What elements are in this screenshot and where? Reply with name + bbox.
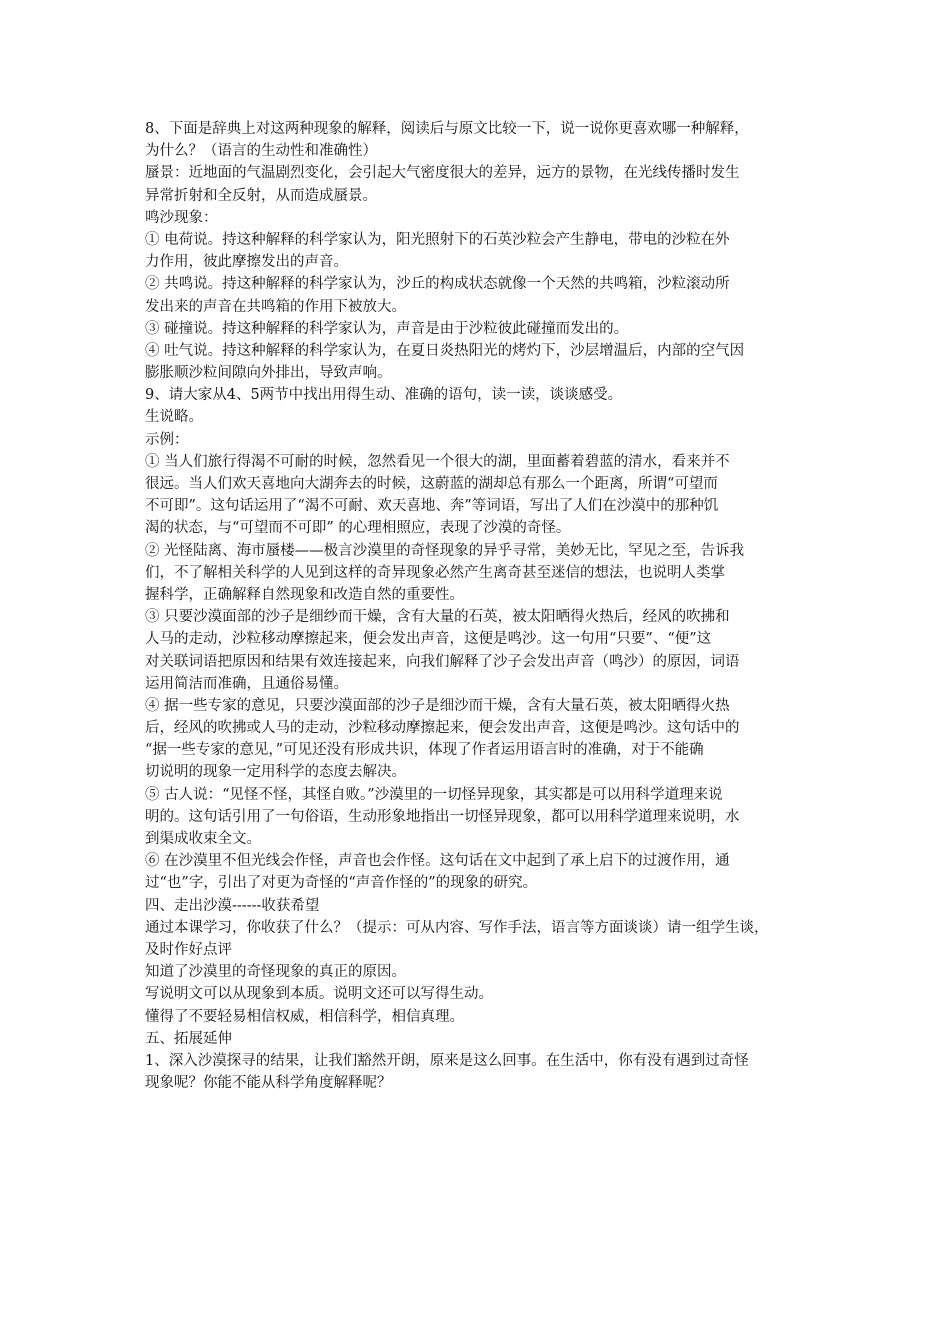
text-line: 握科学，正确解释自然现象和改造自然的重要性。 (145, 586, 464, 603)
text-line: 蜃景：近地面的气温剧烈变化，会引起大气密度很大的差异，远方的景物，在光线传播时发生 (145, 165, 740, 182)
text-line: 示例： (145, 431, 189, 448)
text-line: 懂得了不要轻易相信权威，相信科学，相信真理。 (145, 1008, 464, 1025)
document-body (145, 118, 817, 1094)
text-line: ④ 吐气说。持这种解释的科学家认为，在夏日炎热阳光的烤灼下，沙层增温后，内部的空气因 (145, 342, 745, 359)
text-line: ⑥ 在沙漠里不但光线会作怪，声音也会作怪。这句话在文中起到了承上启下的过渡作用，通 (145, 853, 730, 870)
text-line: 人马的走动，沙粒移动摩擦起来，便会发出声音，这便是鸣沙。这一句用“只要”、“便”这 (145, 631, 712, 648)
text-line: “据一些专家的意见，”可见还没有形成共识，体现了作者运用语言时的准确，对于不能确 (145, 742, 704, 759)
text-line: 四、走出沙漠------收获希望 (145, 897, 320, 914)
text-line: 运用简洁而准确，且通俗易懂。 (145, 675, 348, 692)
text-line: ② 光怪陆离、海市蜃楼——极言沙漠里的奇怪现象的异乎寻常，美妙无比，罕见之至，告诉我 (145, 542, 745, 559)
text-line: 切说明的现象一定用科学的态度去解决。 (145, 764, 406, 781)
text-line: ③ 只要沙漠面部的沙子是细纱而干燥，含有大量的石英，被太阳晒得火热后，经风的吹拂和 (145, 609, 730, 626)
text-line: ③ 碰撞说。持这种解释的科学家认为，声音是由于沙粒彼此碰撞而发出的。 (145, 320, 629, 337)
text-line: 知道了沙漠里的奇怪现象的真正的原因。 (145, 964, 406, 981)
text-line: 们，不了解相关科学的人见到这样的奇异现象必然产生离奇甚至迷信的想法，也说明人类掌 (145, 564, 725, 581)
text-line: 生说略。 (145, 409, 203, 426)
text-line: 五、拓展延伸 (145, 1030, 232, 1047)
text-line: 9、请大家从4、5两节中找出用得生动、准确的语句，读一读，谈谈感受。 (145, 387, 623, 404)
text-line: 渴的状态，与“可望而不可即” 的心理相照应，表现了沙漠的奇怪。 (145, 520, 571, 537)
text-line: 为什么？（语言的生动性和准确性） (145, 143, 377, 160)
text-line: 异常折射和全反射，从而造成蜃景。 (145, 187, 377, 204)
text-line: 对关联词语把原因和结果有效连接起来，向我们解释了沙子会发出声音（鸣沙）的原因，词语 (145, 653, 740, 670)
text-line: ④ 据一些专家的意见，只要沙漠面部的沙子是细沙而干燥，含有大量石英，被太阳晒得火热 (145, 697, 730, 714)
text-line: 1、深入沙漠探寻的结果，让我们豁然开朗，原来是这么回事。在生活中，你有没有遇到过奇怪 (145, 1052, 749, 1069)
text-line: ⑤ 古人说：“见怪不怪，其怪自败。”沙漠里的一切怪异现象，其实都是可以用科学道理来说 (145, 786, 723, 803)
text-line: ① 电荷说。持这种解释的科学家认为，阳光照射下的石英沙粒会产生静电，带电的沙粒在外 (145, 231, 730, 248)
text-line: 到渠成收束全文。 (145, 831, 261, 847)
text-line: 明的。这句话引用了一句俗语，生动形象地指出一切怪异现象，都可以用科学道理来说明，水 (145, 808, 740, 825)
text-line: 及时作好点评 (145, 941, 232, 958)
text-line: 发出来的声音在共鸣箱的作用下被放大。 (145, 298, 406, 315)
text-line: 8、下面是辞典上对这两种现象的解释，阅读后与原文比较一下，说一说你更喜欢哪一种解释， (145, 121, 749, 137)
text-line: 写说明文可以从现象到本质。说明文还可以写得生动。 (145, 986, 493, 1003)
text-line: 不可即”。这句话运用了“渴不可耐、欢天喜地、奔”等词语，写出了人们在沙漠中的那种饥 (145, 498, 719, 515)
text-line: 通过本课学习，你收获了什么？（提示：可从内容、写作手法，语言等方面谈谈）请一组学生谈， (145, 919, 769, 936)
text-line: 鸣沙现象： (145, 209, 218, 226)
text-line: 现象呢？你能不能从科学角度解释呢？ (145, 1075, 392, 1092)
text-line: 后，经风的吹拂或人马的走动，沙粒移动摩擦起来，便会发出声音，这便是鸣沙。这句话中的 (145, 720, 740, 737)
text-line: 膨胀顺沙粒间隙向外排出，导致声响。 (145, 365, 392, 382)
text-line: 很远。当人们欢天喜地向大湖奔去的时候，这蔚蓝的湖却总有那么一个距离，所谓“可望而 (145, 476, 718, 492)
text-line: 过“也”字，引出了对更为奇怪的“声音作怪的”的现象的研究。 (145, 875, 538, 892)
text-line: 力作用，彼此摩擦发出的声音。 (145, 254, 348, 271)
text-line: ① 当人们旅行得渴不可耐的时候，忽然看见一个很大的湖，里面蓄着碧蓝的清水，看来并不 (145, 453, 730, 470)
text-line: ② 共鸣说。持这种解释的科学家认为，沙丘的构成状态就像一个天然的共鸣箱，沙粒滚动所 (145, 276, 730, 293)
